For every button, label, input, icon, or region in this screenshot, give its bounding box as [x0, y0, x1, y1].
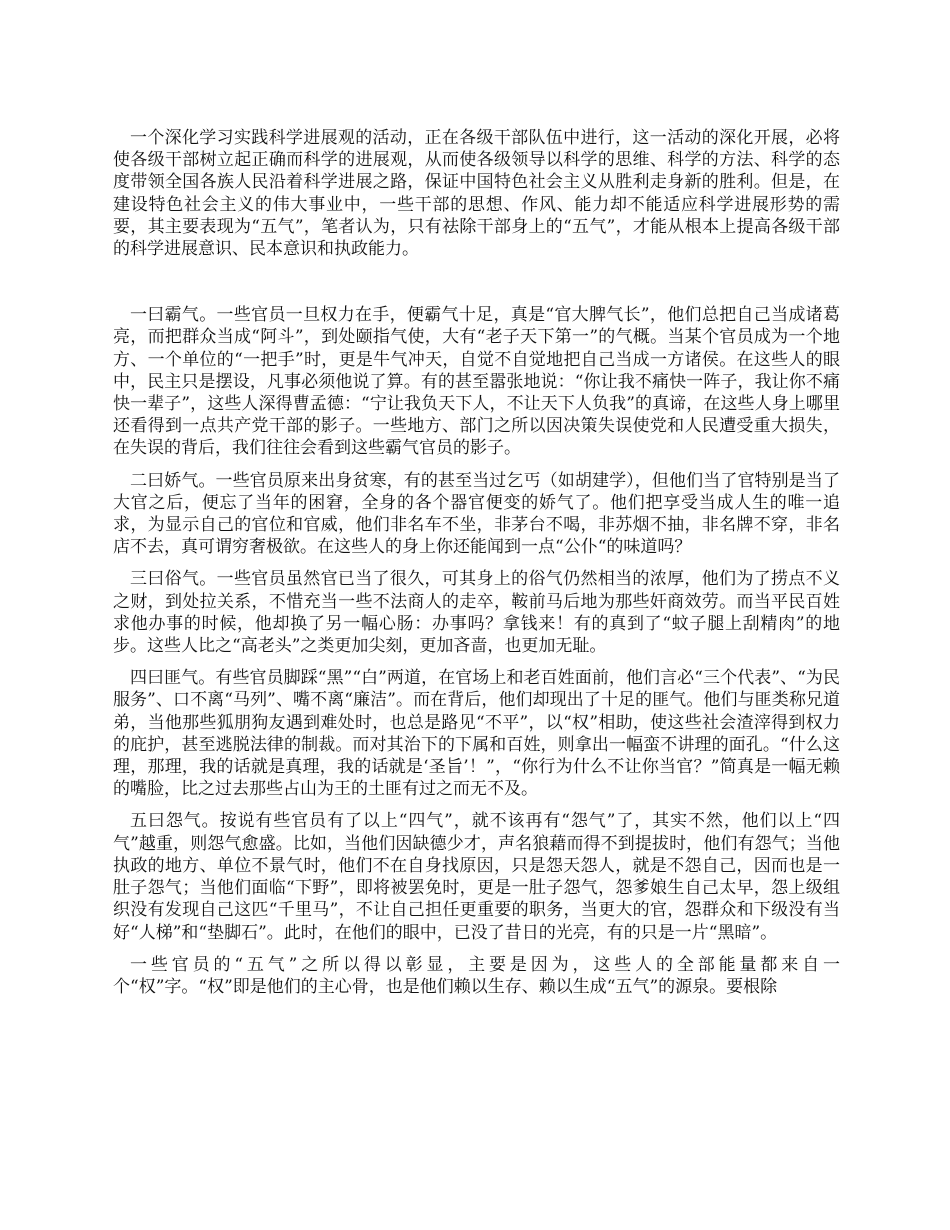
- paragraph-domineering: 一曰霸气。一些官员一旦权力在手，便霸气十足，真是“官大脾气长”，他们总把自己当成诸葛亮，而把群众当成“阿斗”，到处颐指气使，大有“老子天下第一”的气概。当某个官员成为一个地方、一个单位的“一把手”时，更是牛气冲天，自觉不自觉地把自己当成一方诸侯。在这些人的眼中，民主只是摆设，凡事必须他说了算。有的甚至嚣张地说：“你让我不痛快一阵子，我让你不痛快一辈子”，这些人深得曹孟德：“宁让我负天下人，不让天下人负我”的真谛，在这些人身上哪里还看得到一点共产党干部的影子。一些地方、部门之所以因决策失误使党和人民遭受重大损失，在失误的背后，我们往往会看到这些霸气官员的影子。: [113, 305, 840, 459]
- paragraph-conclusion: 一些官员的“五气”之所以得以彰显，主要是因为，这些人的全部能量都来自一个“权”字。“权”即是他们的主心骨，也是他们赖以生存、赖以生成“五气”的源泉。要根除: [113, 954, 840, 997]
- paragraph-bandit: 四曰匪气。有些官员脚踩“黑”“白”两道，在官场上和老百姓面前，他们言必“三个代表”、“为民服务”、口不离“马列”、嘴不离“廉洁”。而在背后，他们却现出了十足的匪气。他们与匪类称兄道弟，当他那些狐朋狗友遇到难处时，也总是路见“不平”，以“权”相助，使这些社会渣滓得到权力的庇护，甚至逃脱法律的制裁。而对其治下的下属和百姓，则拿出一幅蛮不讲理的面孔。“什么这理，那理，我的话就是真理，我的话就是‘圣旨’！”，“你行为什么不让你当官？”简真是一幅无赖的嘴脸，比之过去那些占山为王的土匪有过之而无不及。: [113, 668, 840, 800]
- paragraph-vulgar: 三曰俗气。一些官员虽然官已当了很久，可其身上的俗气仍然相当的浓厚，他们为了捞点不义之财，到处拉关系，不惜充当一些不法商人的走卒，鞍前马后地为那些奸商效劳。而当平民百姓求他办事的时候，他却换了另一幅心肠：办事吗？拿钱来！有的真到了“蚊子腿上刮精肉”的地步。这些人比之“高老头”之类更加尖刻，更加吝啬，也更加无耻。: [113, 569, 840, 657]
- paragraph-pampered: 二曰娇气。一些官员原来出身贫寒，有的甚至当过乞丐（如胡建学），但他们当了官特别是当了大官之后，便忘了当年的困窘，全身的各个器官便变的娇气了。他们把享受当成人生的唯一追求，为显示自己的官位和官威，他们非名车不坐，非茅台不喝，非苏烟不抽，非名牌不穿，非名店不去，真可谓穷奢极欲。在这些人的身上你还能闻到一点“公仆“的味道吗？: [113, 470, 840, 558]
- article-body: [113, 127, 840, 998]
- paragraph-resentment: 五曰怨气。按说有些官员有了以上“四气”，就不该再有“怨气”了，其实不然，他们以上“四气”越重，则怨气愈盛。比如，当他们因缺德少才，声名狼藉而得不到提拔时，他们有怨气；当他执政的地方、单位不景气时，他们不在自身找原因，只是怨天怨人，就是不怨自己，因而也是一肚子怨气；当他们面临“下野”，即将被罢免时，更是一肚子怨气，怨爹娘生自己太早，怨上级组织没有发现自己这匹“千里马”，不让自己担任更重要的职务，当更大的官，怨群众和下级没有当好“人梯”和“垫脚石”。此时，在他们的眼中，已没了昔日的光亮，有的只是一片“黑暗”。: [113, 811, 840, 943]
- intro-paragraph: 一个深化学习实践科学进展观的活动，正在各级干部队伍中进行，这一活动的深化开展，必将使各级干部树立起正确而科学的进展观，从而使各级领导以科学的思维、科学的方法、科学的态度带领全国各族人民沿着科学进展之路，保证中国特色社会主义从胜利走身新的胜利。但是，在建设特色社会主义的伟大事业中，一些干部的思想、作风、能力却不能适应科学进展形势的需要，其主要表现为“五气”，笔者认为，只有祛除干部身上的“五气”，才能从根本上提高各级干部的科学进展意识、民本意识和执政能力。: [113, 128, 840, 260]
